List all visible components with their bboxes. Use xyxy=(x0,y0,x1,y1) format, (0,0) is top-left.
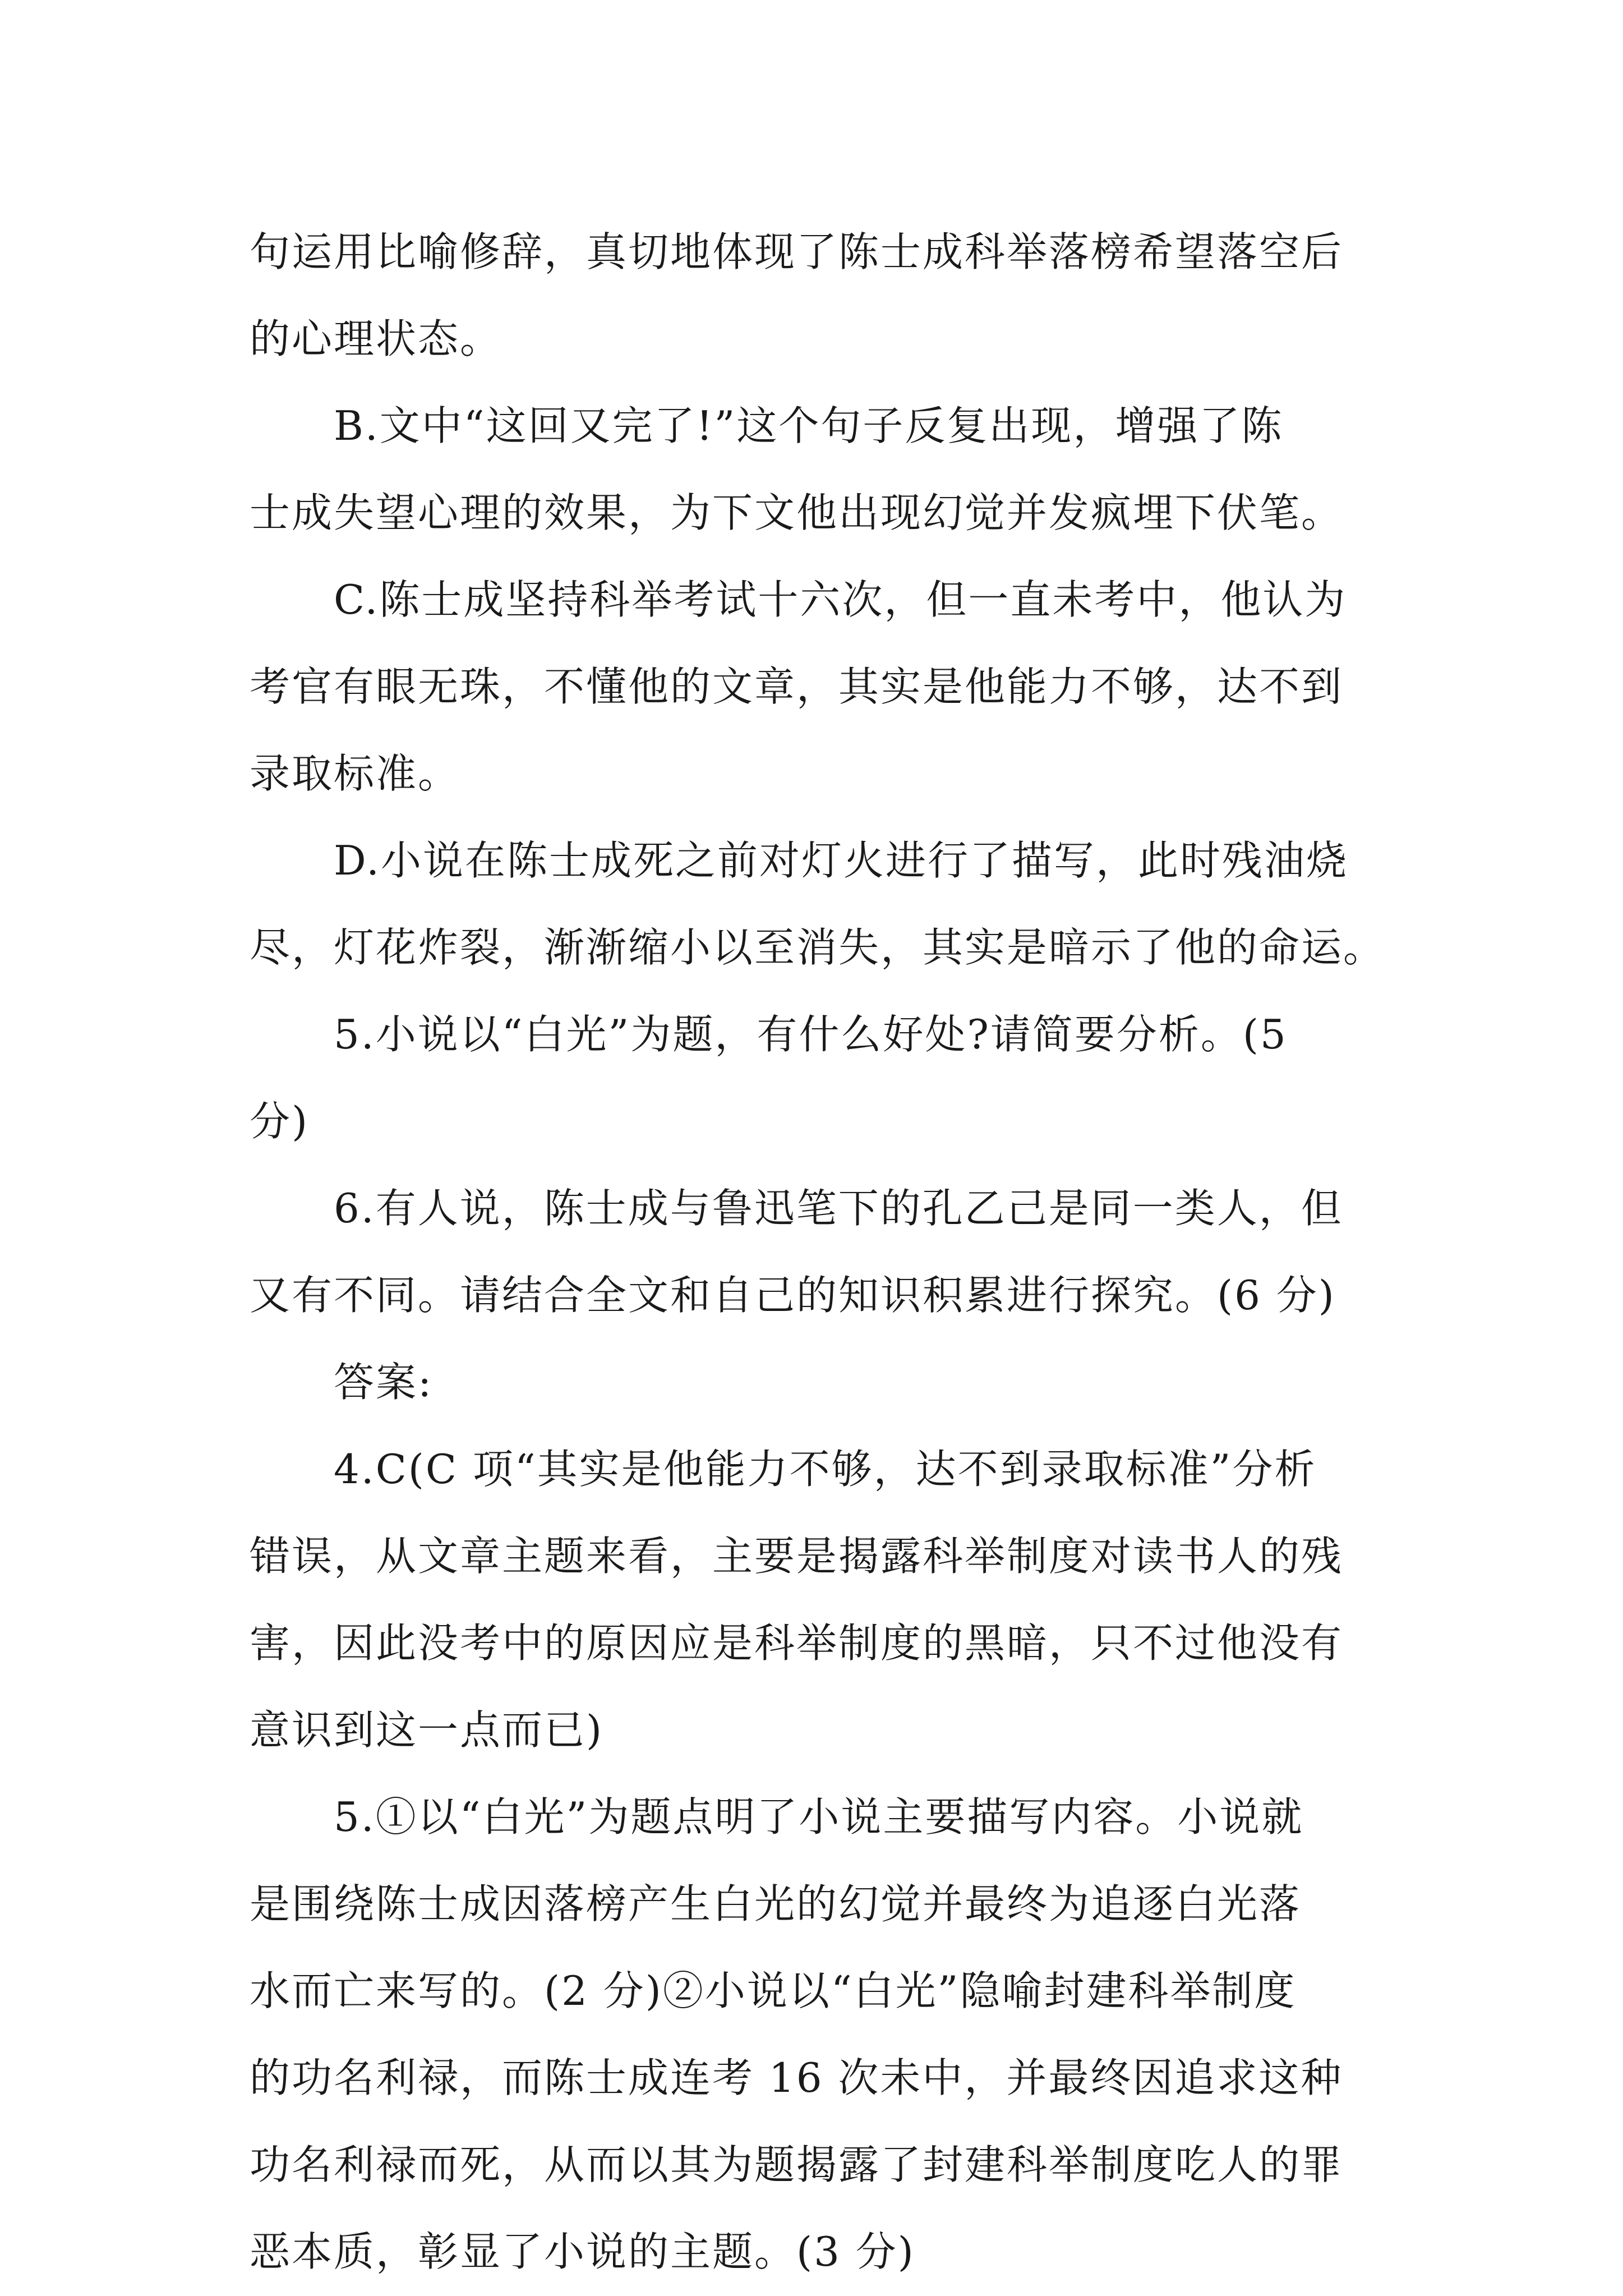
text-line: 士成失望心理的效果，为下文他出现幻觉并发疯埋下伏笔。 xyxy=(250,489,1344,536)
paragraph-option-d xyxy=(250,817,1394,991)
paragraph-option-a-continued xyxy=(250,209,1394,383)
paragraph-answer-4 xyxy=(250,1426,1394,1774)
text-line: C.陈士成坚持科举考试十六次，但一直未考中，他认为 xyxy=(334,576,1347,623)
text-line: 句运用比喻修辞，真切地体现了陈士成科举落榜希望落空后 xyxy=(250,228,1344,275)
paragraph-question-6 xyxy=(250,1165,1394,1339)
document-body xyxy=(250,209,1394,2295)
text-line: 答案: xyxy=(334,1359,434,1406)
paragraph-question-5 xyxy=(250,991,1394,1165)
text-line: B.文中“这回又完了!”这个句子反复出现，增强了陈 xyxy=(334,402,1284,449)
text-line: 错误，从文章主题来看，主要是揭露科举制度对读书人的残 xyxy=(250,1533,1344,1580)
text-line: 害，因此没考中的原因应是科举制度的黑暗，只不过他没有 xyxy=(250,1619,1344,1667)
text-line: 是围绕陈士成因落榜产生白光的幻觉并最终为追逐白光落 xyxy=(250,1880,1302,1927)
paragraph-option-c xyxy=(250,556,1394,817)
text-line: 水而亡来写的。(2 分)②小说以“白光”隐喻封建科举制度 xyxy=(250,1967,1297,2014)
text-line: 5.小说以“白光”为题，有什么好处?请简要分析。(5 xyxy=(334,1011,1288,1058)
paragraph-answer-5 xyxy=(250,1774,1394,2295)
text-line: 功名利禄而死，从而以其为题揭露了封建科举制度吃人的罪 xyxy=(250,2141,1344,2188)
text-line: D.小说在陈士成死之前对灯火进行了描写，此时残油烧 xyxy=(334,837,1349,884)
text-line: 恶本质，彰显了小说的主题。(3 分) xyxy=(250,2228,915,2275)
text-line: 6.有人说，陈士成与鲁迅笔下的孔乙己是同一类人，但 xyxy=(334,1185,1343,1232)
text-line: 分) xyxy=(250,1098,310,1145)
text-line: 的功名利禄，而陈士成连考 16 次未中，并最终因追求这种 xyxy=(250,2054,1343,2101)
text-line: 5.①以“白光”为题点明了小说主要描写内容。小说就 xyxy=(334,1793,1304,1841)
text-line: 的心理状态。 xyxy=(250,315,502,362)
text-line: 录取标准。 xyxy=(250,750,460,797)
paragraph-answer-heading xyxy=(250,1339,1394,1426)
text-line: 又有不同。请结合全文和自己的知识积累进行探究。(6 分) xyxy=(250,1272,1336,1319)
text-line: 尽，灯花炸裂，渐渐缩小以至消失，其实是暗示了他的命运。 xyxy=(250,924,1386,971)
paragraph-option-b xyxy=(250,383,1394,556)
text-line: 意识到这一点而已) xyxy=(250,1706,604,1754)
text-line: 考官有眼无珠，不懂他的文章，其实是他能力不够，达不到 xyxy=(250,663,1344,710)
text-line: 4.C(C 项“其实是他能力不够，达不到录取标准”分析 xyxy=(334,1446,1317,1493)
